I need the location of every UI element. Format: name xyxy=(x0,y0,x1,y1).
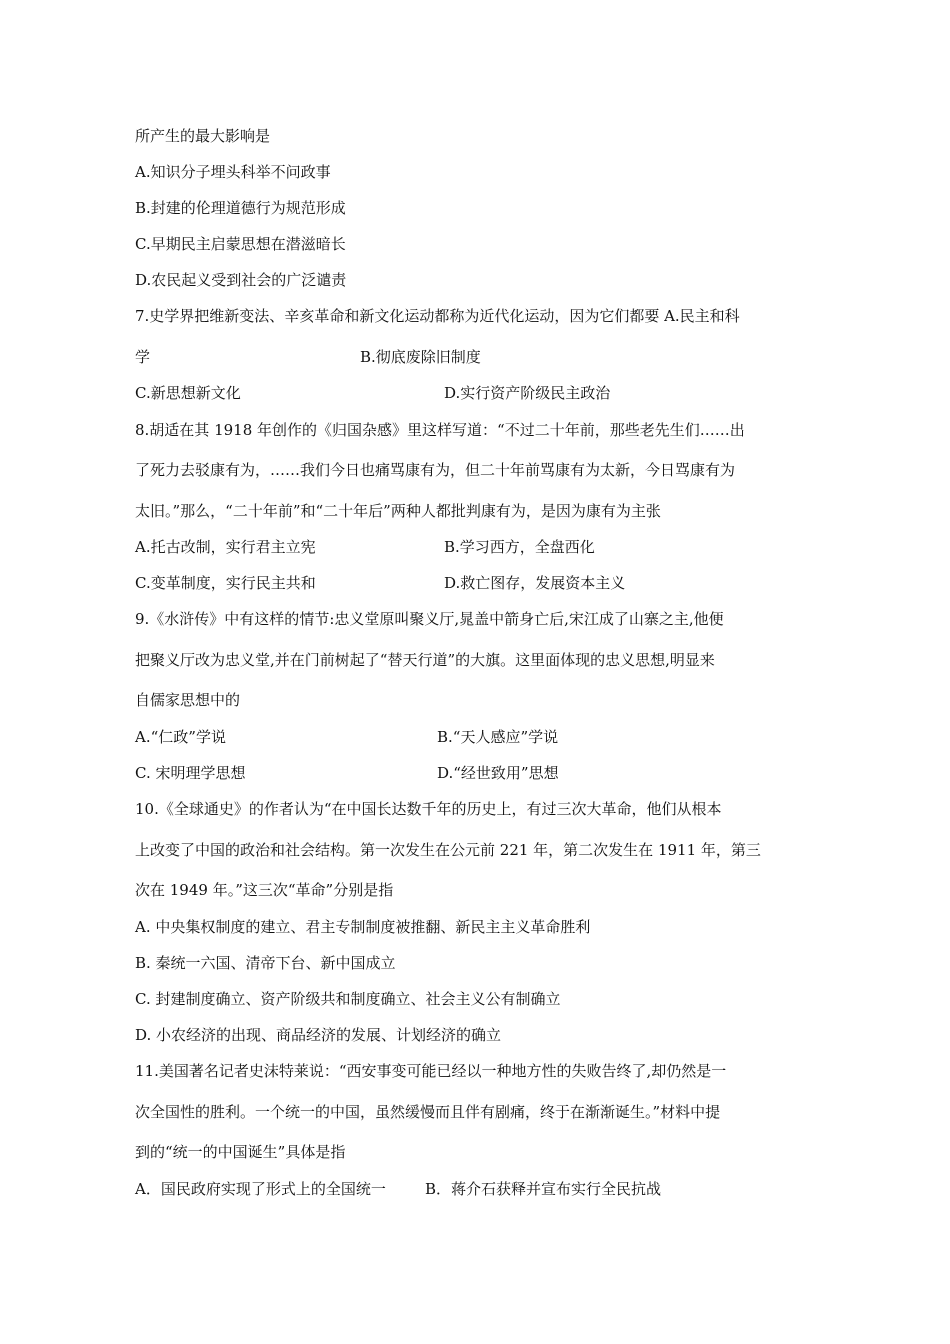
q8-option-b: B.学习西方，全盘西化 xyxy=(444,538,595,556)
q6-option-a: A.知识分子埋头科举不问政事 xyxy=(135,163,331,181)
q7-option-c: C.新思想新文化 xyxy=(135,384,241,402)
q8-option-c: C.变革制度，实行民主共和 xyxy=(135,574,316,592)
q9-stem-2: 把聚义厅改为忠义堂,并在门前树起了“替天行道”的大旗。这里面体现的忠义思想,明显来 xyxy=(135,651,715,669)
q9-stem-1: 9.《水浒传》中有这样的情节:忠义堂原叫聚义厅,晁盖中箭身亡后,宋江成了山寨之主,他便 xyxy=(135,610,724,628)
q10-option-d: D. 小农经济的出现、商品经济的发展、计划经济的确立 xyxy=(135,1026,502,1044)
q8-stem-1: 8.胡适在其 1918 年创作的《归国杂感》里这样写道：“不过二十年前，那些老先生们……出 xyxy=(135,421,745,439)
q11-stem-2: 次全国性的胜利。一个统一的中国，虽然缓慢而且伴有剧痛，终于在渐渐诞生。”材料中提 xyxy=(135,1103,721,1121)
q11-stem-3: 到的“统一的中国诞生”具体是指 xyxy=(135,1143,346,1161)
q10-option-b: B. 秦统一六国、清帝下台、新中国成立 xyxy=(135,954,396,972)
q8-stem-2: 了死力去驳康有为，……我们今日也痛骂康有为，但二十年前骂康有为太新，今日骂康有为 xyxy=(135,461,736,479)
q8-option-a: A.托古改制，实行君主立宪 xyxy=(135,538,316,556)
q9-option-a: A.“仁政”学说 xyxy=(135,728,226,746)
q6-option-c: C.早期民主启蒙思想在潜滋暗长 xyxy=(135,235,346,253)
q9-option-c: C. 宋明理学思想 xyxy=(135,764,246,782)
q10-stem-1: 10.《全球通史》的作者认为“在中国长达数千年的历史上，有过三次大革命，他们从根本 xyxy=(135,800,722,818)
q7-option-b: B.彻底废除旧制度 xyxy=(360,348,481,366)
q6-option-b: B.封建的伦理道德行为规范形成 xyxy=(135,199,346,217)
q9-stem-3: 自儒家思想中的 xyxy=(135,691,241,709)
q9-option-d: D.“经世致用”思想 xyxy=(437,764,559,782)
q10-stem-3: 次在 1949 年。”这三次“革命”分别是指 xyxy=(135,881,394,899)
q8-stem-3: 太旧。”那么，“二十年前”和“二十年后”两种人都批判康有为，是因为康有为主张 xyxy=(135,502,661,520)
q7-option-d: D.实行资产阶级民主政治 xyxy=(444,384,611,402)
q7-stem-wrap: 学 xyxy=(135,348,151,366)
q11-option-a: A．国民政府实现了形式上的全国统一 xyxy=(135,1180,386,1198)
q10-option-c: C. 封建制度确立、资产阶级共和制度确立、社会主义公有制确立 xyxy=(135,990,561,1008)
q11-option-b: B．蒋介石获释并宣布实行全民抗战 xyxy=(425,1180,662,1198)
q6-stem-end: 所产生的最大影响是 xyxy=(135,127,271,145)
q11-stem-1: 11.美国著名记者史沫特莱说：“西安事变可能已经以一种地方性的失败告终了,却仍然是一 xyxy=(135,1062,727,1080)
q7-stem: 7.史学界把维新变法、辛亥革命和新文化运动都称为近代化运动，因为它们都要 A.民主和科 xyxy=(135,307,740,325)
q8-option-d: D.救亡图存，发展资本主义 xyxy=(444,574,626,592)
q6-option-d: D.农民起义受到社会的广泛谴责 xyxy=(135,271,347,289)
q10-option-a: A. 中央集权制度的建立、君主专制制度被推翻、新民主主义革命胜利 xyxy=(135,918,591,936)
q10-stem-2: 上改变了中国的政治和社会结构。第一次发生在公元前 221 年，第二次发生在 1911 年，第三 xyxy=(135,841,761,859)
q9-option-b: B.“天人感应”学说 xyxy=(437,728,559,746)
